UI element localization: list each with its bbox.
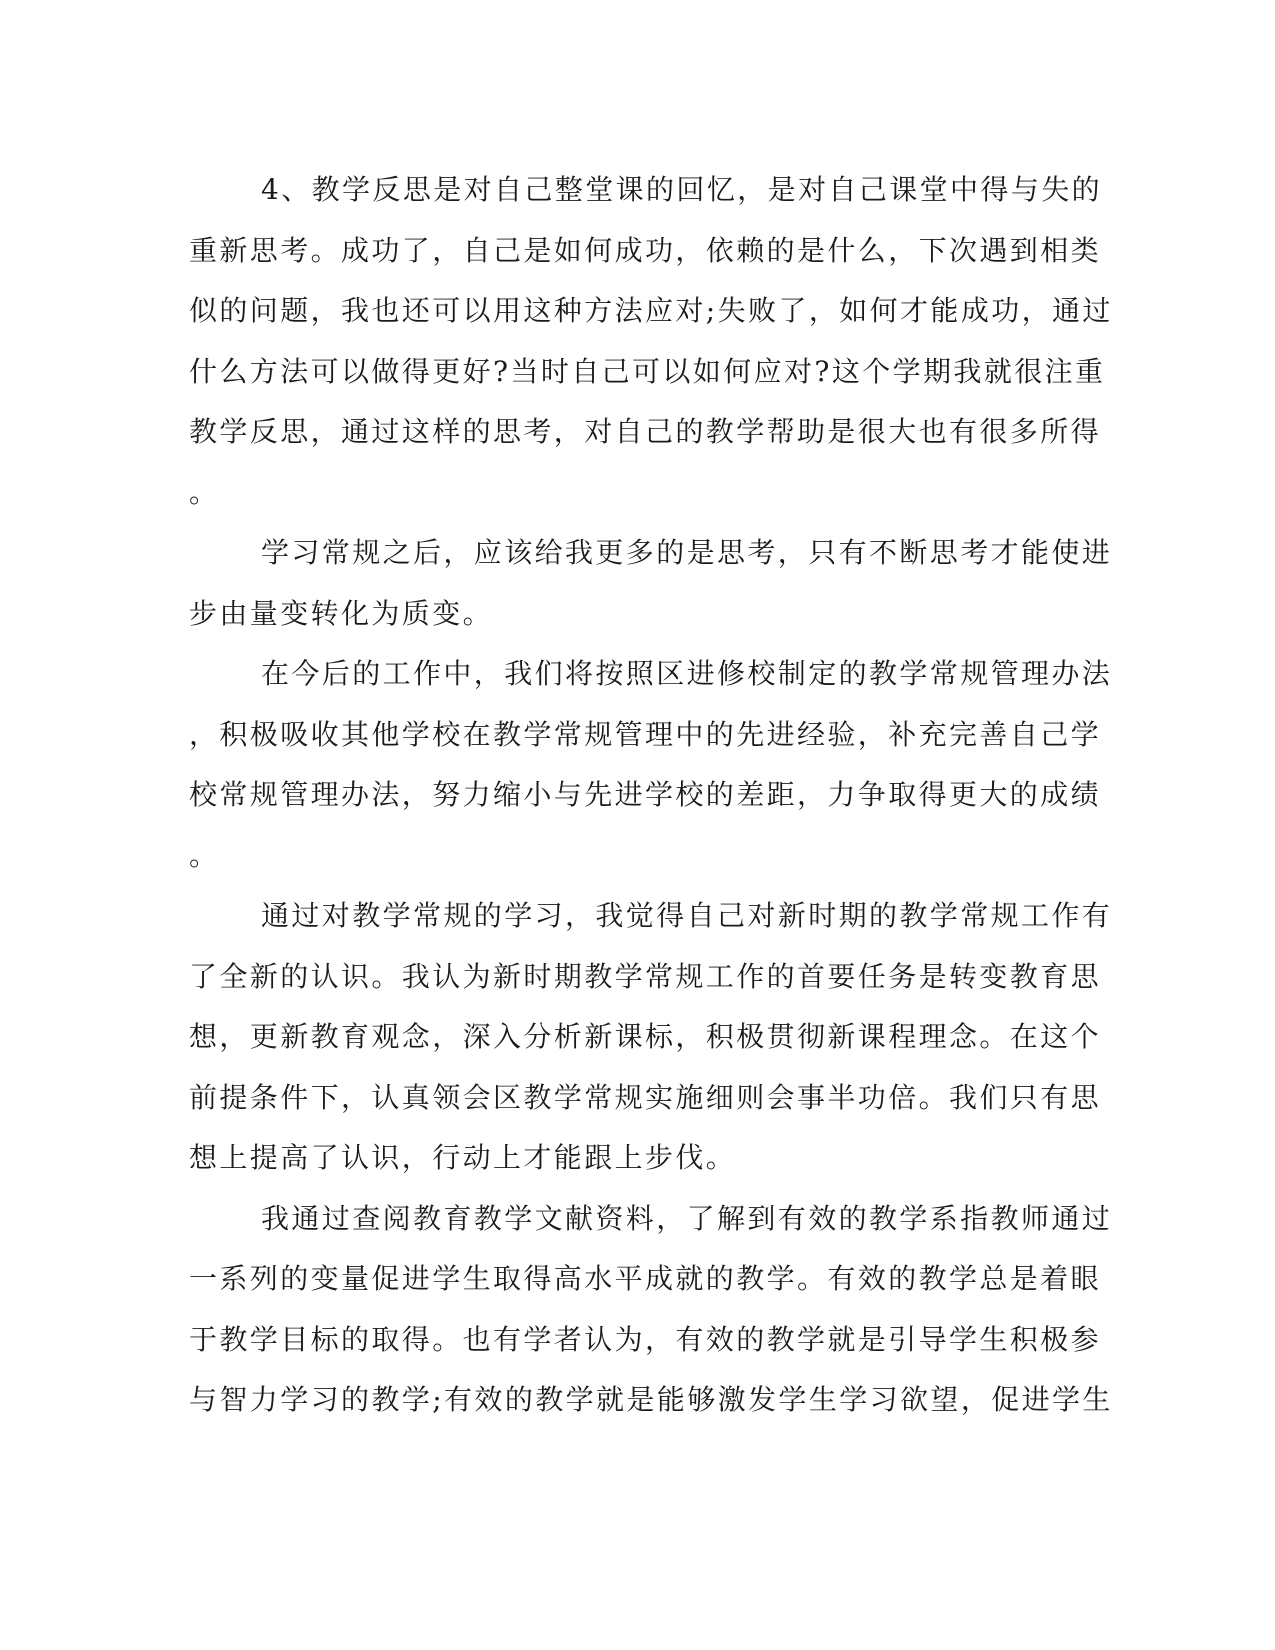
text-line: 教学反思，通过这样的思考，对自己的教学帮助是很大也有很多所得 xyxy=(189,415,1102,448)
text-line: 想上提高了认识，行动上才能跟上步伐。 xyxy=(189,1141,737,1174)
text-line: 于教学目标的取得。也有学者认为，有效的教学就是引导学生积极参 xyxy=(189,1322,1102,1356)
text-line: 步由量变转化为质变。 xyxy=(189,596,494,630)
text-line: 我通过查阅教育教学文献资料，了解到有效的教学系指教师通过 xyxy=(261,1201,1113,1235)
text-line: 一系列的变量促进学生取得高水平成就的教学。有效的教学总是着眼 xyxy=(189,1262,1102,1295)
text-line: 学习常规之后，应该给我更多的是思考，只有不断思考才能使进 xyxy=(261,536,1113,569)
text-line: 似的问题，我也还可以用这种方法应对;失败了，如何才能成功，通过 xyxy=(189,294,1113,327)
text-line: 前提条件下，认真领会区教学常规实施细则会事半功倍。我们只有思 xyxy=(189,1080,1102,1114)
text-line: 4、教学反思是对自己整堂课的回忆，是对自己课堂中得与失的 xyxy=(261,173,1103,206)
text-line: 通过对教学常规的学习，我觉得自己对新时期的教学常规工作有 xyxy=(261,899,1113,932)
text-line: 校常规管理办法，努力缩小与先进学校的差距，力争取得更大的成绩 xyxy=(189,778,1102,811)
text-line: 在今后的工作中，我们将按照区进修校制定的教学常规管理办法 xyxy=(261,657,1113,690)
text-line: 与智力学习的教学;有效的教学就是能够激发学生学习欲望，促进学生 xyxy=(189,1383,1113,1416)
text-line: 重新思考。成功了，自己是如何成功，依赖的是什么，下次遇到相类 xyxy=(189,233,1102,267)
text-line: 。 xyxy=(189,838,220,872)
text-line: ，积极吸收其他学校在教学常规管理中的先进经验，补充完善自己学 xyxy=(189,717,1102,751)
text-line: 想，更新教育观念，深入分析新课标，积极贯彻新课程理念。在这个 xyxy=(189,1020,1102,1053)
text-line: 了全新的认识。我认为新时期教学常规工作的首要任务是转变教育思 xyxy=(189,959,1102,993)
body-text xyxy=(189,160,1113,1431)
text-line: 什么方法可以做得更好?当时自己可以如何应对?这个学期我就很注重 xyxy=(189,354,1106,388)
text-line: 。 xyxy=(189,475,220,509)
